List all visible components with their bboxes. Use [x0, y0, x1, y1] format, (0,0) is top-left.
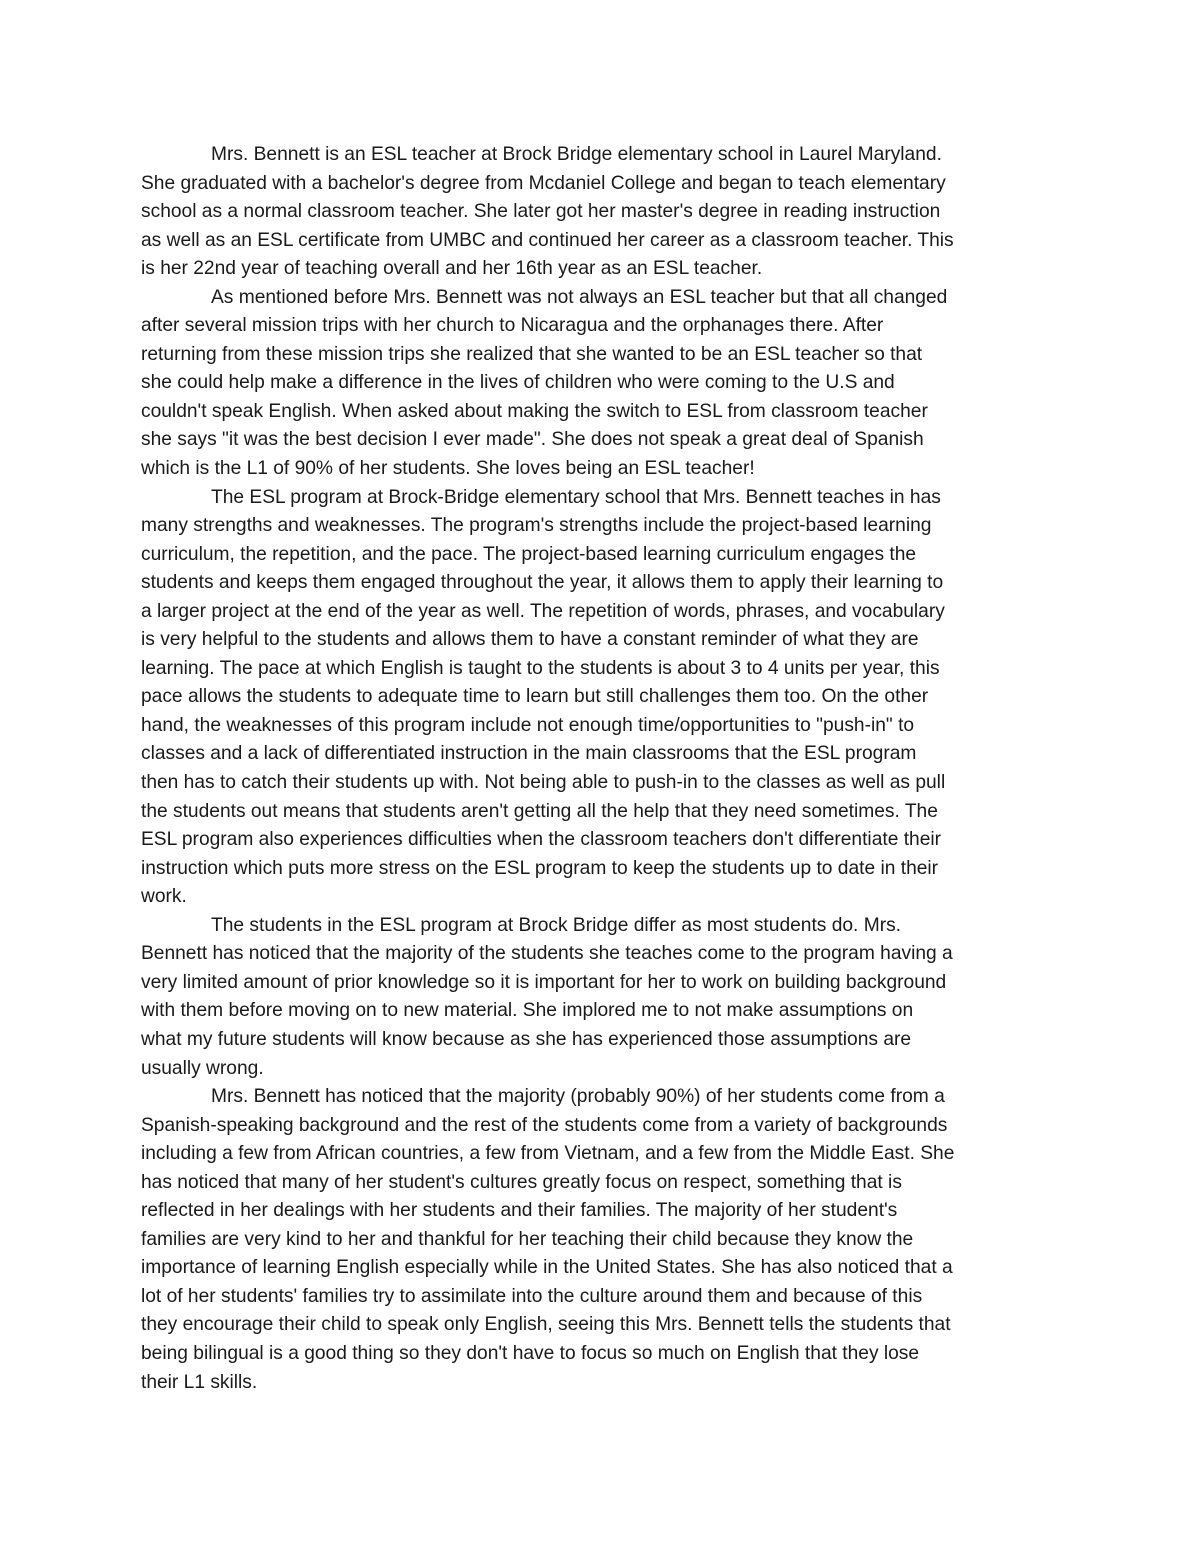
text-line: Mrs. Bennett has noticed that the majority (probably 90%) of her students come from a — [211, 1086, 945, 1108]
text-line: being bilingual is a good thing so they don't have to focus so much on English that they lose — [141, 1342, 920, 1364]
text-line: She graduated with a bachelor's degree from Mcdaniel College and began to teach elementary — [141, 172, 946, 194]
text-line: families are very kind to her and thankful for her teaching their child because they know the — [141, 1228, 914, 1250]
text-line: very limited amount of prior knowledge so it is important for her to work on building background — [141, 971, 947, 993]
text-line: what my future students will know because as she has experienced those assumptions are — [141, 1028, 912, 1050]
paragraph-5 — [141, 1083, 1061, 1397]
document-body — [141, 141, 1061, 1397]
text-line: Mrs. Bennett is an ESL teacher at Brock Bridge elementary school in Laurel Maryland. — [211, 144, 942, 165]
paragraph-2 — [141, 284, 1061, 484]
text-line: many strengths and weaknesses. The program's strengths include the project-based learning — [141, 515, 932, 537]
text-line: As mentioned before Mrs. Bennett was not always an ESL teacher but that all changed — [211, 286, 948, 308]
text-line: a larger project at the end of the year as well. The repetition of words, phrases, and vocabulary — [141, 600, 945, 622]
text-line: instruction which puts more stress on the ESL program to keep the students up to date in their — [141, 857, 939, 879]
text-line: is very helpful to the students and allows them to have a constant reminder of what they are — [141, 629, 919, 651]
paragraph-3 — [141, 484, 1061, 912]
text-line: is her 22nd year of teaching overall and her 16th year as an ESL teacher. — [141, 258, 763, 280]
text-line: pace allows the students to adequate time to learn but still challenges them too. On the other — [141, 686, 929, 708]
text-line: classes and a lack of differentiated instruction in the main classrooms that the ESL program — [141, 743, 917, 765]
text-line: after several mission trips with her church to Nicaragua and the orphanages there. After — [141, 315, 884, 337]
text-line: curriculum, the repetition, and the pace. The project-based learning curriculum engages the — [141, 543, 917, 565]
text-line: returning from these mission trips she realized that she wanted to be an ESL teacher so that — [141, 343, 923, 365]
text-line: she could help make a difference in the lives of children who were coming to the U.S and — [141, 372, 895, 394]
text-line: their L1 skills. — [141, 1371, 258, 1393]
text-line: lot of her students' families try to assimilate into the culture around them and because of this — [141, 1285, 923, 1307]
text-line: as well as an ESL certificate from UMBC and continued her career as a classroom teacher. This — [141, 229, 954, 251]
text-line: the students out means that students aren't getting all the help that they need sometimes. The — [141, 800, 938, 822]
text-line: Bennett has noticed that the majority of the students she teaches come to the program having a — [141, 943, 953, 965]
text-line: The ESL program at Brock-Bridge elementary school that Mrs. Bennett teaches in has — [211, 486, 941, 508]
text-line: reflected in her dealings with her students and their families. The majority of her student's — [141, 1200, 898, 1222]
text-line: they encourage their child to speak only English, seeing this Mrs. Bennett tells the students that — [141, 1314, 951, 1336]
text-line: with them before moving on to new material. She implored me to not make assumptions on — [141, 1000, 914, 1022]
text-line: students and keeps them engaged throughout the year, it allows them to apply their learning to — [141, 572, 944, 594]
text-line: she says "it was the best decision I ever made". She does not speak a great deal of Spanish — [141, 429, 924, 451]
text-line: hand, the weaknesses of this program include not enough time/opportunities to "push-in" to — [141, 714, 915, 736]
text-line: learning. The pace at which English is taught to the students is about 3 to 4 units per year, this — [141, 657, 940, 679]
text-line: importance of learning English especially while in the United States. She has also noticed that a — [141, 1257, 953, 1279]
text-line: couldn't speak English. When asked about making the switch to ESL from classroom teacher — [141, 400, 928, 422]
paragraph-4 — [141, 912, 1061, 1083]
text-line: usually wrong. — [141, 1057, 264, 1079]
paragraph-1 — [141, 141, 1061, 284]
text-line: ESL program also experiences difficulties when the classroom teachers don't differentiate their — [141, 829, 942, 851]
text-line: including a few from African countries, a few from Vietnam, and a few from the Middle East. She — [141, 1143, 955, 1165]
text-line: which is the L1 of 90% of her students. She loves being an ESL teacher! — [141, 458, 755, 480]
text-line: work. — [141, 886, 187, 908]
text-line: has noticed that many of her student's cultures greatly focus on respect, something that is — [141, 1171, 902, 1193]
text-line: then has to catch their students up with. Not being able to push-in to the classes as well as pull — [141, 772, 946, 794]
text-line: The students in the ESL program at Brock Bridge differ as most students do. Mrs. — [211, 914, 902, 936]
text-line: Spanish-speaking background and the rest of the students come from a variety of backgrounds — [141, 1114, 948, 1136]
text-line: school as a normal classroom teacher. She later got her master's degree in reading instruction — [141, 201, 941, 223]
